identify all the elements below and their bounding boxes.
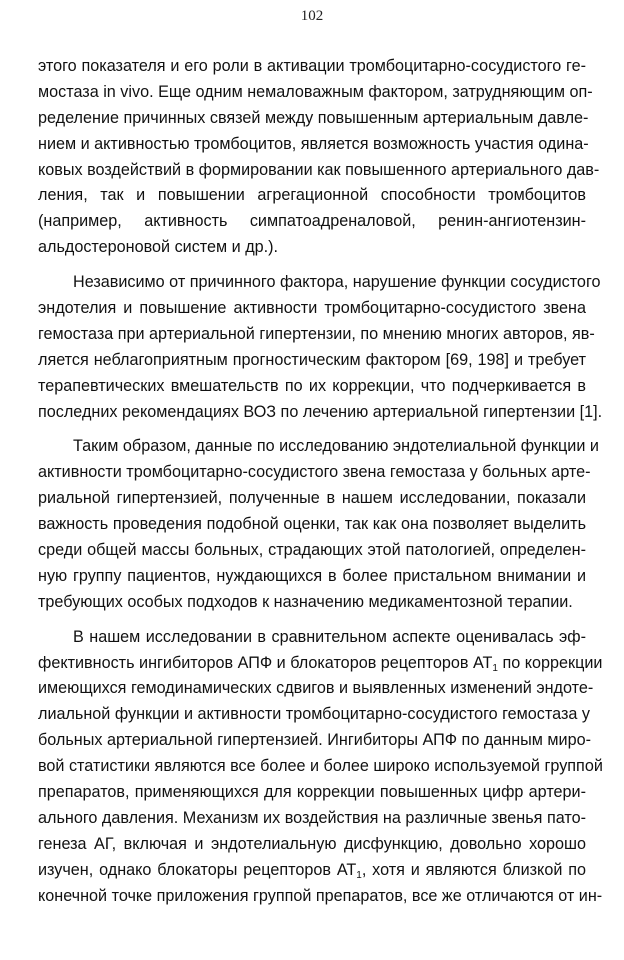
- text-line: активности тромбоцитарно-сосудистого звена гемостаза у больных арте-: [38, 463, 591, 482]
- text-line: имеющихся гемодинамических сдвигов и выявленных изменений эндоте-: [38, 679, 594, 698]
- text-line: вой статистики являются все более и более широко используемой группой: [38, 757, 603, 776]
- text-line: ную группу пациентов, нуждающихся в более пристальном внимании и: [38, 566, 586, 585]
- text-line: препаратов, применяющихся для коррекции повышенных цифр артери-: [38, 783, 586, 802]
- paragraph: [38, 434, 599, 615]
- text-line: важность проведения подобной оценки, так как она позволяет выделить: [38, 515, 586, 534]
- text-line: среди общей массы больных, страдающих этой патологией, определен-: [38, 541, 586, 560]
- text-line: ределение причинных связей между повышенным артериальным давле-: [38, 108, 589, 127]
- page-number: 102: [300, 8, 324, 24]
- text-line: ляется неблагоприятным прогностическим фактором [69, 198] и требует: [38, 350, 586, 369]
- text-line: (например, активность симпатоадреналовой, ренин-ангиотензин-: [38, 212, 586, 231]
- text-line: больных артериальной гипертензией. Ингибиторы АПФ по данным миро-: [38, 731, 591, 750]
- text-line: ковых воздействий в формировании как повышенного артериального дав-: [38, 160, 600, 179]
- text-line: последних рекомендациях ВОЗ по лечению артериальной гипертензии [1].: [38, 402, 603, 421]
- text-line: ального давления. Механизм их воздействия на различные звенья пато-: [38, 808, 586, 827]
- paragraph: [38, 270, 603, 425]
- text-line: ления, так и повышении агрегационной способности тромбоцитов: [38, 186, 586, 205]
- text-line: требующих особых подходов к назначению медикаментозной терапии.: [38, 592, 573, 611]
- text-line: этого показателя и его роли в активации тромбоцитарно-сосудистого ге-: [38, 57, 586, 75]
- text-line: Таким образом, данные по исследованию эндотелиальной функции и: [73, 437, 599, 456]
- text-line: терапевтических вмешательств по их коррекции, что подчеркивается в: [38, 376, 586, 395]
- text-line: лиальной функции и активности тромбоцитарно-сосудистого гемостаза у: [38, 705, 590, 724]
- paragraph: [38, 625, 603, 910]
- text-line: альдостероновой систем и др.).: [38, 238, 279, 257]
- text-line: Независимо от причинного фактора, нарушение функции сосудистого: [73, 273, 601, 292]
- text-line: нием и активностью тромбоцитов, является возможность участия одина-: [38, 134, 589, 153]
- text-line: гемостаза при артериальной гипертензии, по мнению многих авторов, яв-: [38, 324, 595, 343]
- text-line: генеза АГ, включая и эндотелиальную дисфункцию, довольно хорошо: [38, 834, 586, 853]
- text-line: фективность ингибиторов АПФ и блокаторов рецепторов $АТ_1$ по коррекции: [38, 653, 603, 674]
- text-line: конечной точке приложения группой препаратов, все же отличаются от ин-: [38, 886, 603, 905]
- text-line: мостаза in vivo. Еще одним немаловажным фактором, затрудняющим оп-: [38, 82, 593, 101]
- text-line: риальной гипертензией, полученные в нашем исследовании, показали: [38, 489, 586, 508]
- text-line: эндотелия и повышение активности тромбоцитарно-сосудистого звена: [38, 299, 586, 318]
- body-text: [38, 54, 603, 910]
- text-line: В нашем исследовании в сравнительном аспекте оценивалась эф-: [73, 627, 586, 646]
- text-line: изучен, однако блокаторы рецепторов $АТ_1$, хотя и являются близкой по: [38, 860, 586, 881]
- paragraph: [38, 54, 600, 261]
